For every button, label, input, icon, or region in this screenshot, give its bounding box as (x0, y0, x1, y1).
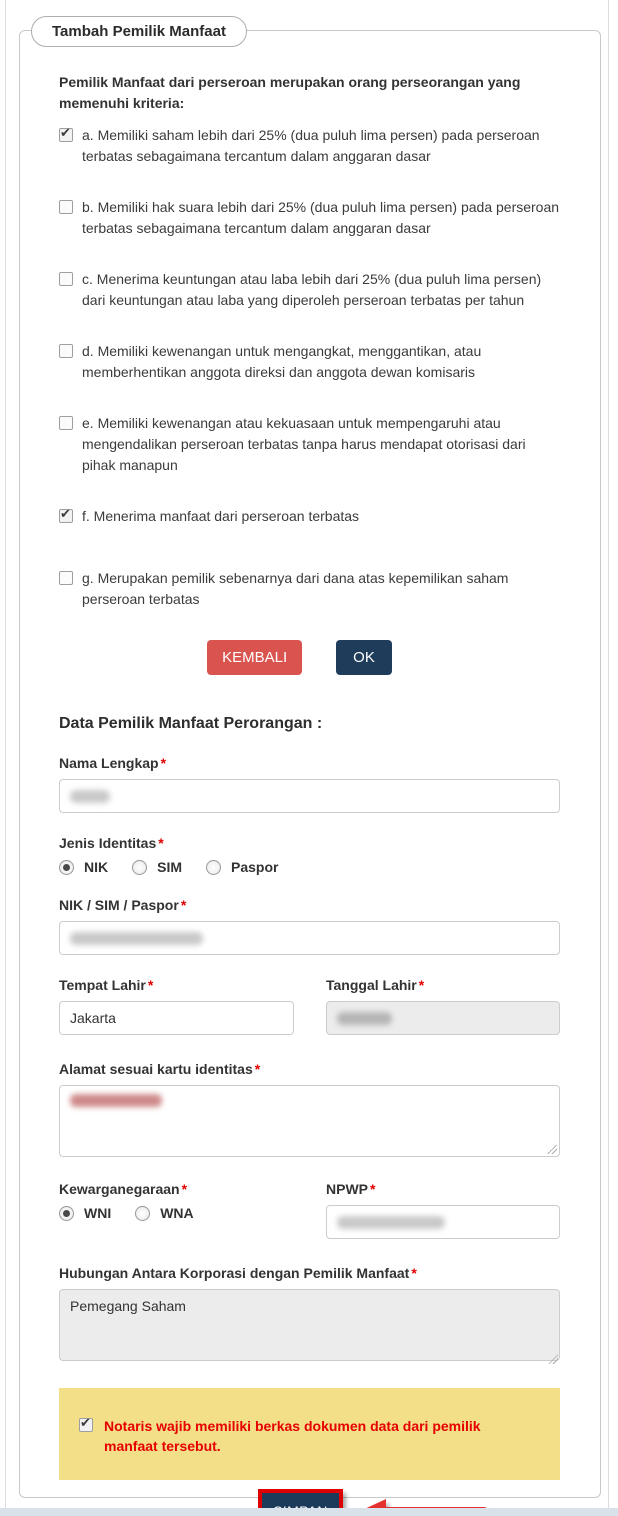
checkbox-criteria-e[interactable] (59, 416, 73, 430)
criteria-label-g: g. Merupakan pemilik sebenarnya dari dana atas kepemilikan saham perseroan terbatas (82, 570, 509, 607)
alamat-label: Alamat sesuai kartu identitas * (59, 1061, 261, 1077)
required-asterisk: * (158, 835, 164, 851)
criteria-label-f: f. Menerima manfaat dari perseroan terbatas (82, 508, 360, 524)
redacted-value (70, 932, 203, 945)
alamat-textarea-wrap (59, 1085, 560, 1157)
required-asterisk: * (418, 977, 425, 993)
section-title: Data Pemilik Manfaat Perorangan : (59, 715, 323, 732)
nama-lengkap-label: Nama Lengkap * (59, 755, 167, 771)
criteria-item-c[interactable] (59, 269, 560, 311)
citizenship-npwp-row (59, 1159, 560, 1239)
nik-sim-paspor-input[interactable] (59, 921, 560, 955)
notaris-notice-box (59, 1388, 560, 1480)
checkbox-criteria-c[interactable] (59, 272, 73, 286)
criteria-label-d: d. Memiliki kewenangan untuk mengangkat, menggantikan, atau memberhentikan anggota direksi dan anggota dewan komisaris (82, 343, 482, 380)
notaris-notice-checkbox[interactable] (79, 1418, 93, 1432)
redacted-value (337, 1012, 392, 1025)
resize-grip-icon[interactable] (547, 1144, 557, 1154)
notaris-notice-text: Notaris wajib memiliki berkas dokumen data dari pemilik manfaat tersebut. (104, 1418, 481, 1454)
criteria-label-a: a. Memiliki saham lebih dari 25% (dua puluh lima persen) pada perseroan terbatas sebagaimana tercantum dalam anggaran dasar (82, 127, 540, 164)
tempat-lahir-input[interactable] (59, 1001, 294, 1035)
hubungan-textarea-wrap (59, 1289, 560, 1366)
criteria-intro-text: Pemilik Manfaat dari perseroan merupakan orang perseorangan yang memenuhi kriteria: (59, 74, 521, 111)
hubungan-textarea (59, 1289, 560, 1361)
required-asterisk: * (181, 1181, 188, 1197)
criteria-buttons-row (39, 640, 560, 675)
redacted-value (70, 790, 110, 803)
npwp-input[interactable] (326, 1205, 560, 1239)
required-asterisk: * (254, 1061, 261, 1077)
criteria-item-b[interactable] (59, 197, 560, 239)
criteria-item-d[interactable] (59, 341, 560, 383)
npwp-label: NPWP * (326, 1181, 376, 1197)
redacted-value (70, 1094, 162, 1107)
checkbox-criteria-b[interactable] (59, 200, 73, 214)
ok-button[interactable]: OK (336, 640, 392, 675)
kembali-button[interactable]: KEMBALI (207, 640, 302, 675)
radio-paspor-label[interactable]: Paspor (231, 859, 279, 875)
radio-wna-label[interactable]: WNA (160, 1205, 194, 1221)
hubungan-label: Hubungan Antara Korporasi dengan Pemilik Manfaat * (59, 1265, 417, 1281)
criteria-item-f[interactable] (59, 506, 560, 527)
jenis-identitas-radio-group (59, 859, 560, 875)
criteria-item-g[interactable] (59, 568, 560, 610)
checkbox-criteria-f[interactable] (59, 509, 73, 523)
nik-sim-paspor-label: NIK / SIM / Paspor * (59, 897, 187, 913)
panel-legend: Tambah Pemilik Manfaat (31, 16, 247, 47)
required-asterisk: * (411, 1265, 417, 1281)
radio-wni-label[interactable]: WNI (84, 1205, 112, 1221)
criteria-label-e: e. Memiliki kewenangan atau kekuasaan untuk mempengaruhi atau mengendalikan perseroan terbatas tanpa harus mendapat otorisasi dari pihak manapun (82, 415, 526, 473)
radio-nik[interactable] (59, 860, 74, 875)
kewarganegaraan-radio-group (59, 1205, 294, 1221)
required-asterisk: * (370, 1181, 376, 1197)
checkbox-criteria-g[interactable] (59, 571, 73, 585)
tanggal-lahir-input (326, 1001, 560, 1035)
alamat-textarea[interactable] (59, 1085, 560, 1157)
resize-grip-icon (548, 1354, 558, 1364)
tambah-pemilik-manfaat-panel (19, 23, 601, 1498)
nama-lengkap-input[interactable] (59, 779, 560, 813)
checkbox-criteria-d[interactable] (59, 344, 73, 358)
tanggal-lahir-label: Tanggal Lahir * (326, 977, 425, 993)
required-asterisk: * (147, 977, 154, 993)
radio-sim-label[interactable]: SIM (157, 859, 183, 875)
jenis-identitas-label: Jenis Identitas * (59, 835, 164, 851)
panel-content (20, 31, 600, 1516)
required-asterisk: * (180, 897, 187, 913)
tempat-lahir-label: Tempat Lahir * (59, 977, 154, 993)
radio-paspor[interactable] (206, 860, 221, 875)
criteria-item-e[interactable] (59, 413, 560, 476)
content-card (5, 0, 609, 1516)
radio-wni[interactable] (59, 1206, 74, 1221)
birth-row (59, 955, 560, 1035)
criteria-label-b: b. Memiliki hak suara lebih dari 25% (dua puluh lima persen) pada perseroan terbatas sebagaimana tercantum dalam anggaran dasar (82, 199, 560, 236)
radio-nik-label[interactable]: NIK (84, 859, 109, 875)
criteria-label-c: c. Menerima keuntungan atau laba lebih dari 25% (dua puluh lima persen) dari keuntungan atau laba yang diperoleh perseroan terbatas per tahun (82, 271, 542, 308)
checkbox-criteria-a[interactable] (59, 128, 73, 142)
required-asterisk: * (160, 755, 167, 771)
criteria-item-a[interactable] (59, 125, 560, 167)
kewarganegaraan-label: Kewarganegaraan * (59, 1181, 188, 1197)
radio-wna[interactable] (135, 1206, 150, 1221)
radio-sim[interactable] (132, 860, 147, 875)
redacted-value (337, 1216, 445, 1229)
page-bottom-strip (0, 1508, 618, 1516)
